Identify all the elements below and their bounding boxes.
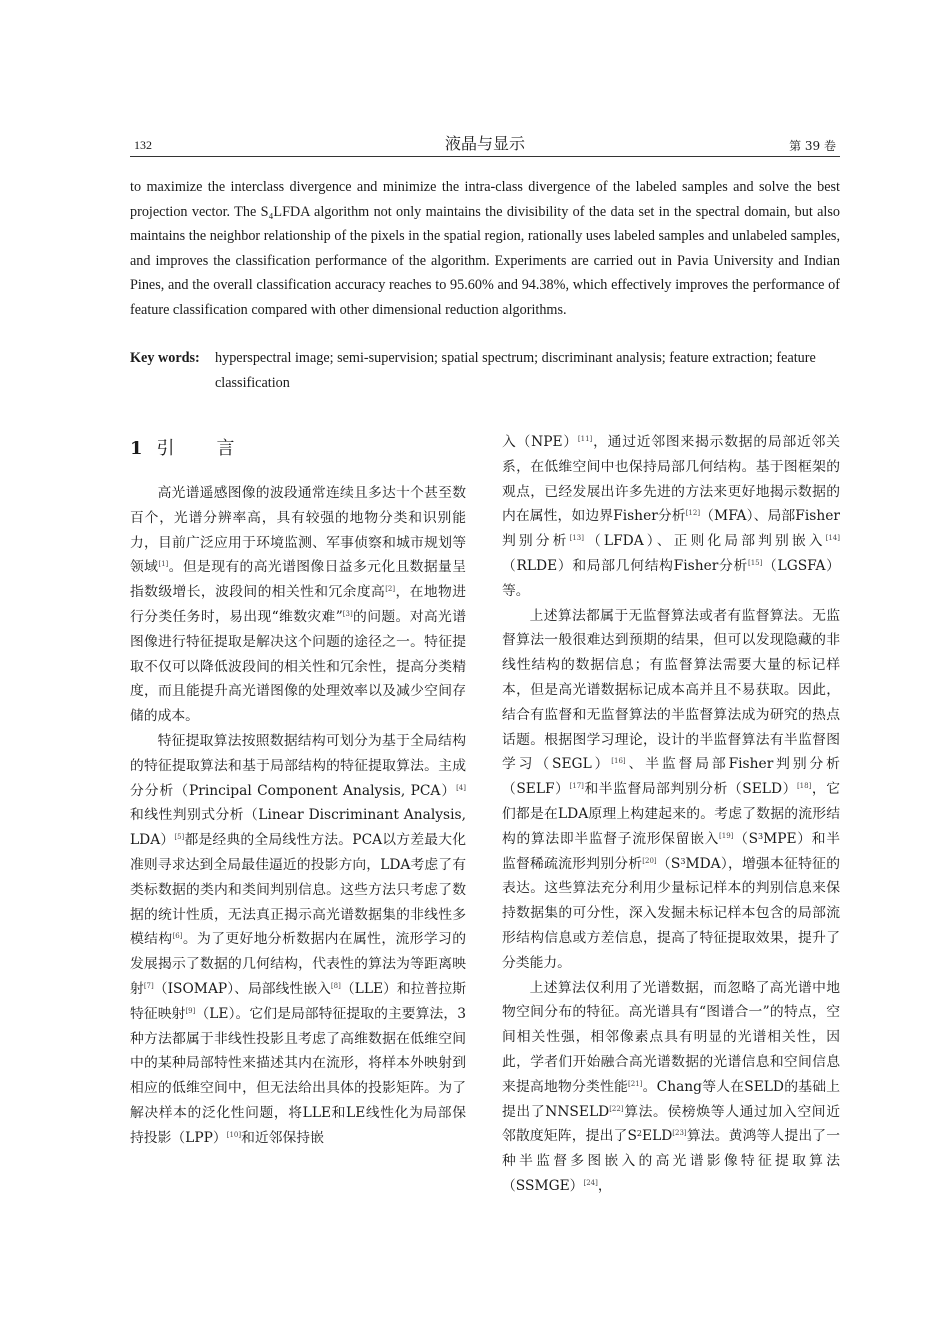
section-number: 1	[130, 438, 143, 459]
paragraph: 特征提取算法按照数据结构可划分为基于全局结构的特征提取算法和基于局部结构的特征提取算法。主成分分析（Principal Component Analysis, PCA）[4]和线性判别式分析（Linear Discriminant Analysis, LDA）[5]都是经典的全局线性方法。PCA以方差最大化准则寻求达到全局最佳逼近的投影方向，LDA考虑了有类标数据的类内和类间判别信息。这些方法只考虑了数据的统计性质，无法真正揭示高光谱数据集的非线性多模结构[6]。为了更好地分析数据内在属性，流形学习的发展揭示了数据的几何结构，代表性的算法为等距离映射[7]（ISOMAP）、局部线性嵌入[8]（LLE）和拉普拉斯特征映射[9]（LE）。它们是局部特征提取的主要算法，3种方法都属于非线性投影且考虑了高维数据在低维空间中的某种局部特性来描述其内在流形，将样本外映射到相应的低维空间中，但无法给出具体的投影矩阵。为了解决样本的泛化性问题，将LLE和LE线性化为局部保持投影（LPP）[10]和近邻保持嵌	[130, 732, 467, 1146]
journal-title: 液晶与显示	[444, 134, 525, 153]
page-number: 132	[134, 138, 152, 152]
section-heading	[130, 434, 277, 460]
keywords	[130, 346, 840, 395]
paragraph: 上述算法仅利用了光谱数据，而忽略了高光谱中地物空间分布的特征。高光谱具有“图谱合一”的特点，空间相关性强，相邻像素点具有明显的光谱相关性，因此，学者们开始融合高光谱数据的光谱信息和空间信息来提高地物分类性能[21]。Chang等人在SELD的基础上提出了NNSELD[22]算法。侯榜焕等人通过加入空间近邻散度矩阵，提出了$S^2ELD[23]$算法。黄鸿等人提出了一种半监督多图嵌入的高光谱影像特征提取算法（SSMGE）[24]，	[502, 979, 841, 1194]
abstract-text: to maximize the interclass divergence and minimize the intra-class divergence of the labeled samples and solve the best projection vector. The S₄LFDA algorithm not only maintains the divisibility of the data set in the spectral domain, but also maintains the neighbor relationship of the pixels in the spatial region, rationally uses labeled samples and unlabeled samples, and improves the classification performance of the algorithm. Experiments are carried out in Pavia University and Indian Pines, and the overall classification accuracy reaches to 95.60% and 94.38%, which effectively improves the performance of feature classification compared with other dimensional reduction algorithms.	[130, 179, 840, 318]
section-title: 引言	[156, 438, 277, 459]
keywords-label: Key words:	[130, 350, 200, 366]
right-column	[502, 430, 840, 1199]
abstract-continued	[130, 175, 840, 322]
left-column	[130, 481, 466, 1151]
volume-label: 第 39 卷	[789, 139, 836, 153]
paragraph: 上述算法都属于无监督算法或者有监督算法。无监督算法一般很难达到预期的结果，但可以发现隐藏的非线性结构的数据信息；有监督算法需要大量的标记样本，但是高光谱数据标记成本高并且不易获取。因此，结合有监督和无监督算法的半监督算法成为研究的热点话题。根据图学习理论，设计的半监督算法有半监督图学习（SEGL）[16]、半监督局部Fisher判别分析（SELF）[17]和半监督局部判别分析（SELD）[18]，它们都是在LDA原理上构建起来的。考虑了数据的流形结构的算法即半监督子流形保留嵌入$[19](S^3MPE)$和半监督稀疏流形判别分析$[20](S^3MDA)$，增强本征特征的表达。这些算法充分利用少量标记样本的判别信息来保持数据集的可分性，深入发掘未标记样本包含的局部流形结构信息或方差信息，提高了特征提取效果，提升了分类能力。	[502, 607, 841, 971]
paragraph: 高光谱遥感图像的波段通常连续且多达十个甚至数百个，光谱分辨率高，具有较强的地物分类和识别能力，目前广泛应用于环境监测、军事侦察和城市规划等领域[1]。但是现有的高光谱图像日益多元化且数据量呈指数级增长，波段间的相关性和冗余度高[2]，在地物进行分类任务时，易出现“维数灾难”[3]的问题。对高光谱图像进行特征提取是解决这个问题的途径之一。特征提取不仅可以降低波段间的相关性和冗余性，提高分类精度，而且能提升高光谱图像的处理效率以及减少空间存储的成本。	[130, 485, 467, 725]
running-header	[130, 128, 840, 157]
keywords-text: hyperspectral image; semi-supervision; spatial spectrum; discriminant analysis; feature extraction; feature classification	[215, 350, 816, 391]
paragraph: 入（NPE）[11]，通过近邻图来揭示数据的局部近邻关系，在低维空间中也保持局部几何结构。基于图框架的观点，已经发展出许多先进的方法来更好地揭示数据的内在属性，如边界Fisher分析[12]（MFA）、局部Fisher判别分析[13]（LFDA）、正则化局部判别嵌入[14]（RLDE）和局部几何结构Fisher分析[15]（LGSFA）等。	[502, 434, 840, 599]
